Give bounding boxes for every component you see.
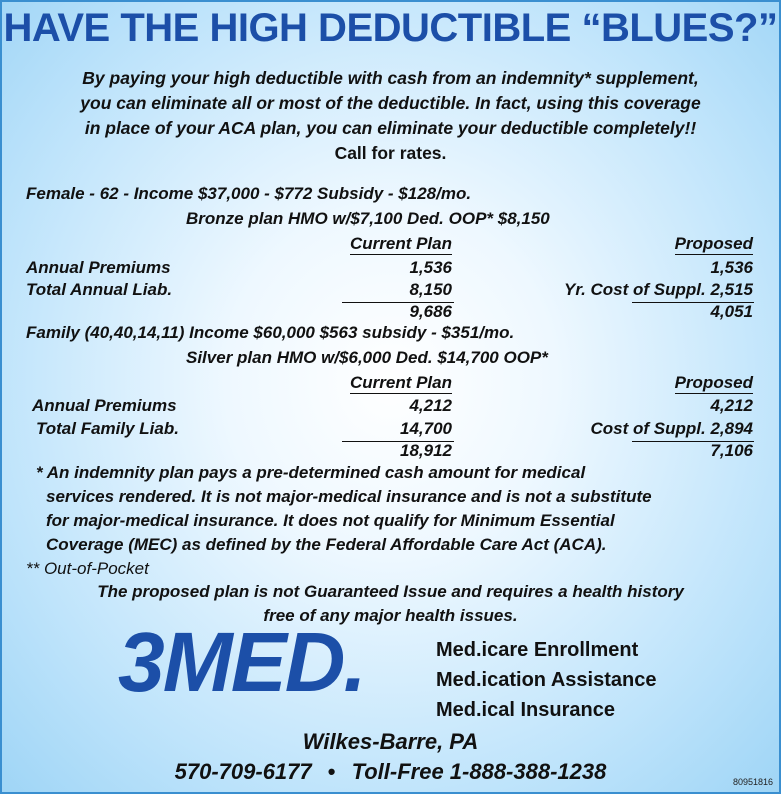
- example1-row2-current: 8,150: [409, 280, 452, 299]
- example2-proposed-header: Proposed: [674, 373, 753, 392]
- headline: HAVE THE HIGH DEDUCTIBLE “BLUES?”: [3, 6, 778, 50]
- intro-line: you can eliminate all or most of the deductible. In fact, using this coverage: [80, 93, 701, 113]
- footnote-line: * An indemnity plan pays a pre-determined cash amount for medical: [36, 463, 586, 482]
- phone-tollfree: Toll-Free 1-888-388-1238: [351, 759, 607, 784]
- intro-line: By paying your high deductible with cash from an indemnity* supplement,: [82, 68, 699, 88]
- intro-paragraph: [2, 66, 779, 166]
- footnote-line: Coverage (MEC) as defined by the Federal Affordable Care Act (ACA).: [46, 535, 607, 554]
- example2-row2-supplement: [591, 419, 754, 439]
- guarantee-line: free of any major health issues.: [263, 606, 518, 625]
- call-for-rates: Call for rates.: [334, 143, 447, 163]
- example1-row1-label: Annual Premiums: [26, 258, 171, 277]
- phone-numbers: [2, 759, 779, 785]
- example2-row1-current: 4,212: [409, 396, 452, 415]
- example1-line1: Female - 62 - Income $37,000 - $772 Subsidy - $128/mo.: [26, 184, 472, 203]
- phone-local: 570-709-6177: [174, 759, 312, 784]
- supplement-value: 2,515: [710, 280, 753, 299]
- example1-row1-current: 1,536: [409, 258, 452, 277]
- example2-row1-label: Annual Premiums: [32, 396, 177, 415]
- example1-total-proposed: 4,051: [710, 302, 753, 321]
- example1-proposed-header: Proposed: [674, 234, 753, 253]
- example1-row2-supplement: [564, 280, 753, 300]
- service-item: Med.icare Enrollment: [436, 639, 639, 661]
- example1-row2-label: Total Annual Liab.: [26, 280, 173, 299]
- example1-line2: Bronze plan HMO w/$7,100 Ded. OOP* $8,150: [186, 209, 550, 228]
- service-item: Med.ical Insurance: [436, 699, 615, 721]
- example2-row2-current: 14,700: [400, 419, 452, 438]
- ad-code: 80951816: [732, 777, 773, 787]
- example2-total-proposed: 7,106: [710, 441, 753, 460]
- indemnity-footnote: [36, 461, 652, 557]
- example1-row1-proposed: 1,536: [710, 258, 753, 277]
- example2-row1-proposed: 4,212: [710, 396, 753, 415]
- footnote-line: services rendered. It is not major-medical insurance and is not a substitute: [46, 487, 652, 506]
- oop-footnote: ** Out-of-Pocket: [26, 559, 149, 578]
- example2-total-current: 18,912: [400, 441, 452, 460]
- services-list: [436, 635, 656, 725]
- intro-line: in place of your ACA plan, you can eliminate your deductible completely!!: [84, 118, 697, 138]
- example1-current-header: Current Plan: [349, 234, 452, 253]
- supplement-value: 2,894: [710, 419, 753, 438]
- city-location: Wilkes-Barre, PA: [302, 729, 479, 754]
- service-item: Med.ication Assistance: [436, 669, 657, 691]
- example2-line1: Family (40,40,14,11) Income $60,000 $563 subsidy - $351/mo.: [26, 323, 515, 342]
- bullet-separator: •: [327, 759, 336, 784]
- example2-line2: Silver plan HMO w/$6,000 Ded. $14,700 OOP*: [186, 348, 548, 367]
- example2-current-header: Current Plan: [349, 373, 452, 392]
- supplement-label: Cost of Suppl.: [590, 419, 706, 438]
- example1-total-current: 9,686: [409, 302, 452, 321]
- brand-logo: 3MED.: [118, 615, 365, 709]
- footnote-line: for major-medical insurance. It does not qualify for Minimum Essential: [46, 511, 615, 530]
- example2-row2-label: Total Family Liab.: [36, 419, 179, 438]
- guarantee-line: The proposed plan is not Guaranteed Issue and requires a health history: [97, 582, 684, 601]
- supplement-label: Yr. Cost of Suppl.: [564, 280, 706, 299]
